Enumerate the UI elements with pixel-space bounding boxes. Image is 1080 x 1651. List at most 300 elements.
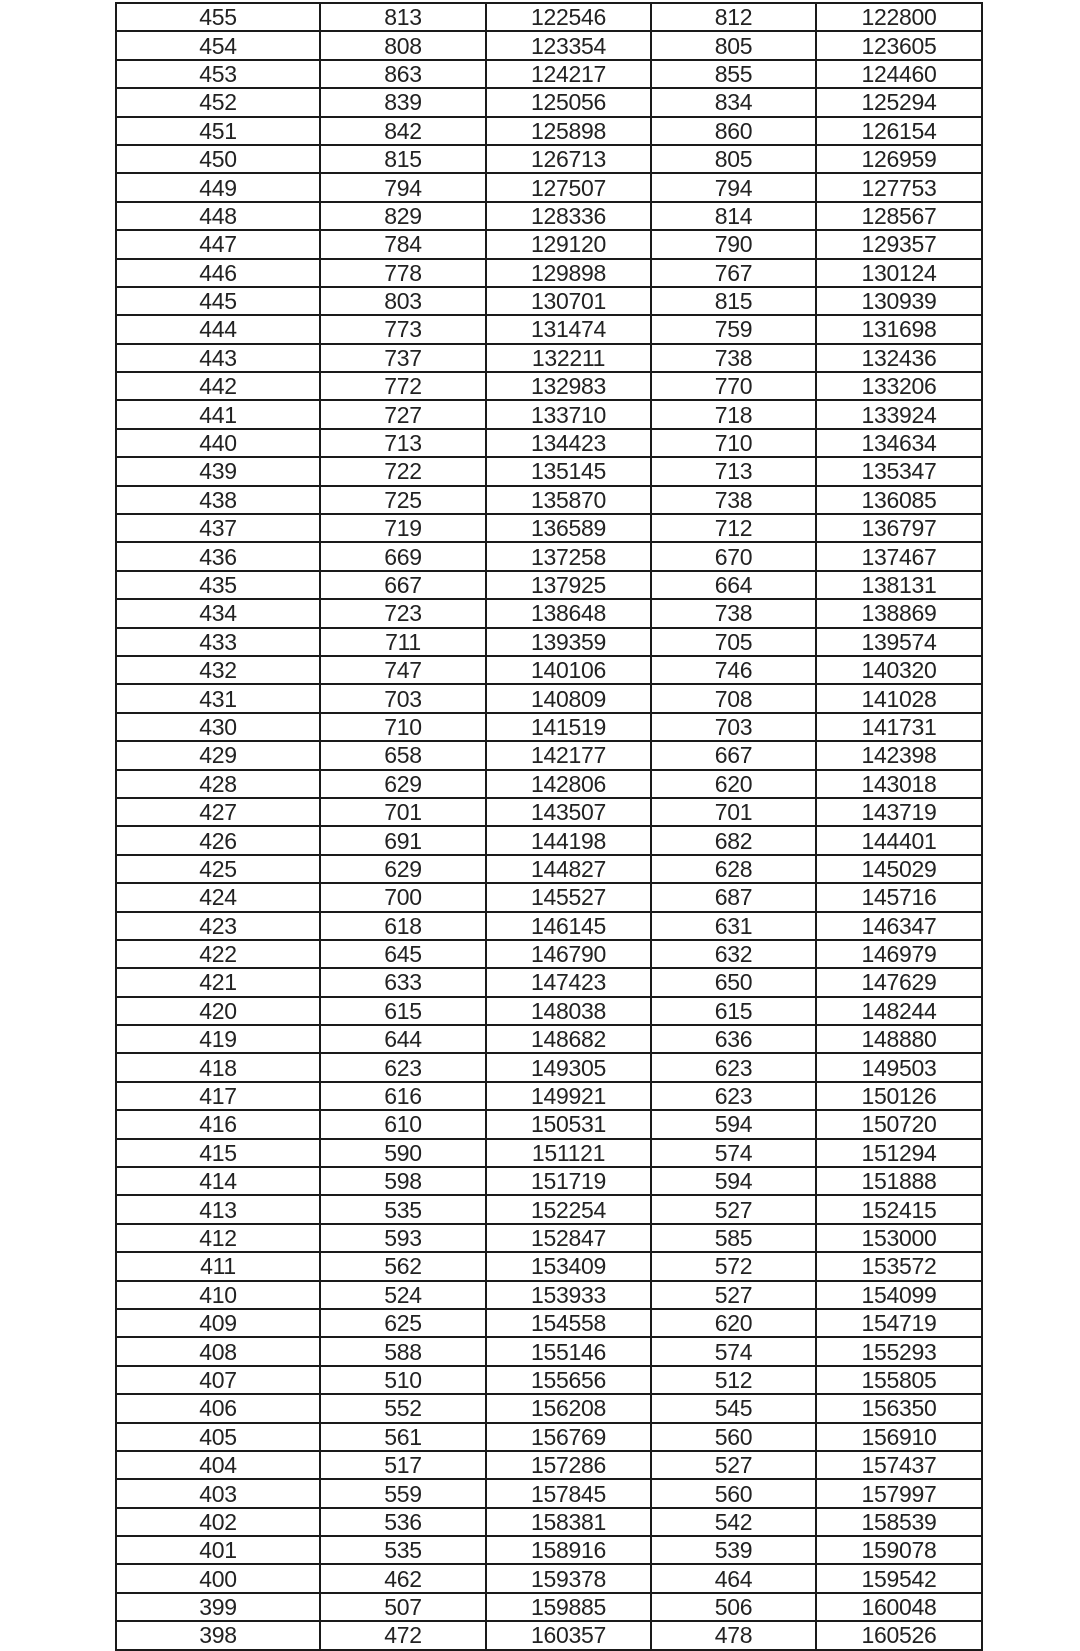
cumulative-cell-2: 123605 [816, 31, 982, 59]
count-cell: 700 [320, 883, 486, 911]
cumulative-cell-2: 126154 [816, 117, 982, 145]
cumulative-cell: 133710 [486, 400, 651, 428]
table-row [116, 202, 982, 230]
score-cell: 415 [116, 1139, 320, 1167]
score-cell: 404 [116, 1451, 320, 1479]
count-cell: 813 [320, 3, 486, 31]
count-cell-2: 746 [651, 656, 816, 684]
count-cell: 535 [320, 1195, 486, 1223]
cumulative-cell-2: 135347 [816, 457, 982, 485]
count-cell: 842 [320, 117, 486, 145]
cumulative-cell-2: 155293 [816, 1337, 982, 1365]
cumulative-cell-2: 130124 [816, 259, 982, 287]
count-cell: 722 [320, 457, 486, 485]
count-cell: 711 [320, 628, 486, 656]
count-cell: 552 [320, 1394, 486, 1422]
count-cell-2: 623 [651, 1082, 816, 1110]
cumulative-cell: 144827 [486, 855, 651, 883]
score-cell: 405 [116, 1423, 320, 1451]
cumulative-cell: 136589 [486, 514, 651, 542]
count-cell: 610 [320, 1110, 486, 1138]
cumulative-cell: 124217 [486, 60, 651, 88]
table-row [116, 599, 982, 627]
count-cell-2: 738 [651, 599, 816, 627]
cumulative-cell-2: 145716 [816, 883, 982, 911]
count-cell-2: 572 [651, 1252, 816, 1280]
count-cell: 815 [320, 145, 486, 173]
cumulative-cell: 126713 [486, 145, 651, 173]
score-cell: 417 [116, 1082, 320, 1110]
cumulative-cell: 154558 [486, 1309, 651, 1337]
table-row [116, 912, 982, 940]
cumulative-cell: 125056 [486, 88, 651, 116]
cumulative-cell-2: 128567 [816, 202, 982, 230]
cumulative-cell: 152847 [486, 1224, 651, 1252]
table-row [116, 798, 982, 826]
table-row [116, 1593, 982, 1621]
score-cell: 453 [116, 60, 320, 88]
count-cell-2: 705 [651, 628, 816, 656]
count-cell-2: 594 [651, 1167, 816, 1195]
score-cell: 401 [116, 1536, 320, 1564]
table-row [116, 684, 982, 712]
count-cell: 667 [320, 571, 486, 599]
table-row [116, 571, 982, 599]
cumulative-cell-2: 124460 [816, 60, 982, 88]
score-cell: 448 [116, 202, 320, 230]
cumulative-cell: 146790 [486, 940, 651, 968]
score-cell: 436 [116, 542, 320, 570]
table-row [116, 1337, 982, 1365]
score-cell: 402 [116, 1508, 320, 1536]
count-cell-2: 560 [651, 1423, 816, 1451]
count-cell-2: 574 [651, 1139, 816, 1167]
count-cell: 727 [320, 400, 486, 428]
count-cell-2: 560 [651, 1479, 816, 1507]
cumulative-cell: 122546 [486, 3, 651, 31]
count-cell-2: 542 [651, 1508, 816, 1536]
cumulative-cell: 150531 [486, 1110, 651, 1138]
cumulative-cell-2: 126959 [816, 145, 982, 173]
cumulative-cell: 160357 [486, 1621, 651, 1649]
cumulative-cell-2: 139574 [816, 628, 982, 656]
cumulative-cell: 137925 [486, 571, 651, 599]
count-cell: 794 [320, 173, 486, 201]
count-cell-2: 585 [651, 1224, 816, 1252]
table-row [116, 1082, 982, 1110]
count-cell-2: 527 [651, 1195, 816, 1223]
cumulative-cell-2: 131698 [816, 315, 982, 343]
score-cell: 438 [116, 486, 320, 514]
cumulative-cell: 147423 [486, 968, 651, 996]
count-cell-2: 615 [651, 997, 816, 1025]
count-cell-2: 594 [651, 1110, 816, 1138]
cumulative-cell-2: 157437 [816, 1451, 982, 1479]
table-row [116, 1621, 982, 1649]
cumulative-cell-2: 132436 [816, 344, 982, 372]
cumulative-cell: 140809 [486, 684, 651, 712]
cumulative-cell-2: 147629 [816, 968, 982, 996]
count-cell-2: 632 [651, 940, 816, 968]
count-cell: 562 [320, 1252, 486, 1280]
cumulative-cell: 129120 [486, 230, 651, 258]
score-cell: 414 [116, 1167, 320, 1195]
count-cell-2: 574 [651, 1337, 816, 1365]
cumulative-cell: 158916 [486, 1536, 651, 1564]
count-cell-2: 664 [651, 571, 816, 599]
cumulative-cell-2: 127753 [816, 173, 982, 201]
score-cell: 412 [116, 1224, 320, 1252]
table-row [116, 1309, 982, 1337]
cumulative-cell: 149305 [486, 1053, 651, 1081]
count-cell: 644 [320, 1025, 486, 1053]
cumulative-cell-2: 143018 [816, 770, 982, 798]
table-row [116, 968, 982, 996]
count-cell-2: 712 [651, 514, 816, 542]
count-cell-2: 708 [651, 684, 816, 712]
count-cell-2: 738 [651, 344, 816, 372]
table-row [116, 287, 982, 315]
score-cell: 452 [116, 88, 320, 116]
count-cell: 598 [320, 1167, 486, 1195]
count-cell-2: 478 [651, 1621, 816, 1649]
count-cell-2: 545 [651, 1394, 816, 1422]
score-cell: 433 [116, 628, 320, 656]
cumulative-cell: 132211 [486, 344, 651, 372]
count-cell: 510 [320, 1366, 486, 1394]
score-cell: 411 [116, 1252, 320, 1280]
cumulative-cell: 146145 [486, 912, 651, 940]
count-cell-2: 812 [651, 3, 816, 31]
score-cell: 416 [116, 1110, 320, 1138]
count-cell-2: 650 [651, 968, 816, 996]
count-cell: 593 [320, 1224, 486, 1252]
count-cell-2: 701 [651, 798, 816, 826]
count-cell-2: 623 [651, 1053, 816, 1081]
table-row [116, 400, 982, 428]
count-cell-2: 790 [651, 230, 816, 258]
score-cell: 446 [116, 259, 320, 287]
count-cell-2: 855 [651, 60, 816, 88]
table-row [116, 628, 982, 656]
count-cell: 784 [320, 230, 486, 258]
score-cell: 418 [116, 1053, 320, 1081]
score-cell: 434 [116, 599, 320, 627]
cumulative-cell: 155146 [486, 1337, 651, 1365]
table-row [116, 1025, 982, 1053]
score-cell: 419 [116, 1025, 320, 1053]
cumulative-cell-2: 153000 [816, 1224, 982, 1252]
table-row [116, 372, 982, 400]
count-cell-2: 767 [651, 259, 816, 287]
table-body [116, 3, 982, 1650]
count-cell-2: 687 [651, 883, 816, 911]
cumulative-cell-2: 160048 [816, 1593, 982, 1621]
cumulative-cell: 151121 [486, 1139, 651, 1167]
score-cell: 423 [116, 912, 320, 940]
cumulative-cell: 123354 [486, 31, 651, 59]
cumulative-cell-2: 136797 [816, 514, 982, 542]
cumulative-cell: 143507 [486, 798, 651, 826]
count-cell-2: 759 [651, 315, 816, 343]
table-row [116, 542, 982, 570]
cumulative-cell-2: 148244 [816, 997, 982, 1025]
cumulative-cell-2: 137467 [816, 542, 982, 570]
count-cell: 536 [320, 1508, 486, 1536]
score-cell: 422 [116, 940, 320, 968]
table-row [116, 173, 982, 201]
count-cell: 808 [320, 31, 486, 59]
cumulative-cell: 127507 [486, 173, 651, 201]
table-row [116, 1252, 982, 1280]
count-cell-2: 527 [651, 1451, 816, 1479]
cumulative-cell: 140106 [486, 656, 651, 684]
count-cell: 535 [320, 1536, 486, 1564]
cumulative-cell: 148038 [486, 997, 651, 1025]
count-cell: 561 [320, 1423, 486, 1451]
table-row [116, 741, 982, 769]
table-row [116, 117, 982, 145]
cumulative-cell-2: 134634 [816, 429, 982, 457]
cumulative-cell: 125898 [486, 117, 651, 145]
count-cell: 524 [320, 1281, 486, 1309]
cumulative-cell: 130701 [486, 287, 651, 315]
table-row [116, 31, 982, 59]
cumulative-cell-2: 138869 [816, 599, 982, 627]
count-cell: 701 [320, 798, 486, 826]
score-cell: 398 [116, 1621, 320, 1649]
count-cell: 625 [320, 1309, 486, 1337]
count-cell: 472 [320, 1621, 486, 1649]
cumulative-cell: 132983 [486, 372, 651, 400]
cumulative-cell: 151719 [486, 1167, 651, 1195]
count-cell: 658 [320, 741, 486, 769]
count-cell: 737 [320, 344, 486, 372]
score-cell: 420 [116, 997, 320, 1025]
table-row [116, 940, 982, 968]
score-cell: 426 [116, 826, 320, 854]
score-cell: 410 [116, 1281, 320, 1309]
cumulative-cell-2: 133924 [816, 400, 982, 428]
count-cell: 615 [320, 997, 486, 1025]
count-cell-2: 713 [651, 457, 816, 485]
cumulative-cell-2: 145029 [816, 855, 982, 883]
cumulative-cell-2: 151294 [816, 1139, 982, 1167]
count-cell-2: 506 [651, 1593, 816, 1621]
score-cell: 441 [116, 400, 320, 428]
score-cell: 443 [116, 344, 320, 372]
score-cell: 413 [116, 1195, 320, 1223]
cumulative-cell: 131474 [486, 315, 651, 343]
score-cell: 421 [116, 968, 320, 996]
count-cell: 559 [320, 1479, 486, 1507]
table-row [116, 60, 982, 88]
score-cell: 444 [116, 315, 320, 343]
score-cell: 437 [116, 514, 320, 542]
cumulative-cell-2: 138131 [816, 571, 982, 599]
count-cell: 517 [320, 1451, 486, 1479]
cumulative-cell: 156208 [486, 1394, 651, 1422]
count-cell: 645 [320, 940, 486, 968]
table-row [116, 1281, 982, 1309]
table-row [116, 344, 982, 372]
cumulative-cell: 135145 [486, 457, 651, 485]
cumulative-cell-2: 155805 [816, 1366, 982, 1394]
cumulative-cell: 134423 [486, 429, 651, 457]
table-row [116, 713, 982, 741]
table-row [116, 514, 982, 542]
score-cell: 432 [116, 656, 320, 684]
score-cell: 454 [116, 31, 320, 59]
score-cell: 409 [116, 1309, 320, 1337]
count-cell-2: 834 [651, 88, 816, 116]
count-cell-2: 860 [651, 117, 816, 145]
table-row [116, 1508, 982, 1536]
table-row [116, 770, 982, 798]
table-row [116, 259, 982, 287]
cumulative-cell-2: 148880 [816, 1025, 982, 1053]
cumulative-cell-2: 154719 [816, 1309, 982, 1337]
count-cell: 772 [320, 372, 486, 400]
cumulative-cell: 153409 [486, 1252, 651, 1280]
cumulative-cell-2: 160526 [816, 1621, 982, 1649]
cumulative-cell: 157845 [486, 1479, 651, 1507]
cumulative-cell: 137258 [486, 542, 651, 570]
score-cell: 400 [116, 1564, 320, 1592]
cumulative-cell: 148682 [486, 1025, 651, 1053]
table-row [116, 1479, 982, 1507]
count-cell: 803 [320, 287, 486, 315]
table-row [116, 997, 982, 1025]
count-cell-2: 815 [651, 287, 816, 315]
table-row [116, 1167, 982, 1195]
score-distribution-table [115, 2, 983, 1651]
count-cell: 839 [320, 88, 486, 116]
score-cell: 407 [116, 1366, 320, 1394]
count-cell: 778 [320, 259, 486, 287]
cumulative-cell: 159885 [486, 1593, 651, 1621]
count-cell-2: 794 [651, 173, 816, 201]
cumulative-cell-2: 156910 [816, 1423, 982, 1451]
table-row [116, 486, 982, 514]
count-cell: 633 [320, 968, 486, 996]
table-row [116, 1536, 982, 1564]
table-row [116, 1195, 982, 1223]
count-cell: 703 [320, 684, 486, 712]
count-cell-2: 527 [651, 1281, 816, 1309]
count-cell: 723 [320, 599, 486, 627]
score-cell: 445 [116, 287, 320, 315]
cumulative-cell-2: 158539 [816, 1508, 982, 1536]
score-cell: 406 [116, 1394, 320, 1422]
score-cell: 449 [116, 173, 320, 201]
cumulative-cell: 141519 [486, 713, 651, 741]
cumulative-cell-2: 159542 [816, 1564, 982, 1592]
score-cell: 451 [116, 117, 320, 145]
count-cell-2: 805 [651, 145, 816, 173]
count-cell: 725 [320, 486, 486, 514]
cumulative-cell-2: 150126 [816, 1082, 982, 1110]
cumulative-cell-2: 144401 [816, 826, 982, 854]
score-cell: 447 [116, 230, 320, 258]
count-cell: 669 [320, 542, 486, 570]
count-cell-2: 512 [651, 1366, 816, 1394]
count-cell-2: 770 [651, 372, 816, 400]
score-cell: 403 [116, 1479, 320, 1507]
table-row [116, 1423, 982, 1451]
cumulative-cell-2: 149503 [816, 1053, 982, 1081]
cumulative-cell: 156769 [486, 1423, 651, 1451]
count-cell: 691 [320, 826, 486, 854]
cumulative-cell: 158381 [486, 1508, 651, 1536]
score-cell: 429 [116, 741, 320, 769]
cumulative-cell-2: 146979 [816, 940, 982, 968]
table-row [116, 1110, 982, 1138]
count-cell: 618 [320, 912, 486, 940]
count-cell: 590 [320, 1139, 486, 1167]
score-cell: 428 [116, 770, 320, 798]
count-cell-2: 631 [651, 912, 816, 940]
cumulative-cell-2: 150720 [816, 1110, 982, 1138]
table-row [116, 145, 982, 173]
cumulative-cell-2: 152415 [816, 1195, 982, 1223]
cumulative-cell-2: 142398 [816, 741, 982, 769]
cumulative-cell-2: 141028 [816, 684, 982, 712]
cumulative-cell-2: 153572 [816, 1252, 982, 1280]
cumulative-cell-2: 122800 [816, 3, 982, 31]
count-cell: 773 [320, 315, 486, 343]
table-row [116, 1366, 982, 1394]
count-cell-2: 636 [651, 1025, 816, 1053]
score-cell: 439 [116, 457, 320, 485]
table-row [116, 883, 982, 911]
cumulative-cell: 144198 [486, 826, 651, 854]
cumulative-cell: 128336 [486, 202, 651, 230]
score-cell: 399 [116, 1593, 320, 1621]
count-cell: 629 [320, 770, 486, 798]
count-cell: 507 [320, 1593, 486, 1621]
cumulative-cell: 142177 [486, 741, 651, 769]
count-cell-2: 814 [651, 202, 816, 230]
table-row [116, 1564, 982, 1592]
cumulative-cell-2: 143719 [816, 798, 982, 826]
count-cell: 719 [320, 514, 486, 542]
table-row [116, 315, 982, 343]
cumulative-cell: 135870 [486, 486, 651, 514]
cumulative-cell: 152254 [486, 1195, 651, 1223]
count-cell-2: 718 [651, 400, 816, 428]
cumulative-cell-2: 157997 [816, 1479, 982, 1507]
count-cell-2: 628 [651, 855, 816, 883]
count-cell-2: 670 [651, 542, 816, 570]
cumulative-cell-2: 141731 [816, 713, 982, 741]
count-cell: 629 [320, 855, 486, 883]
score-cell: 425 [116, 855, 320, 883]
table-row [116, 88, 982, 116]
cumulative-cell: 157286 [486, 1451, 651, 1479]
count-cell-2: 710 [651, 429, 816, 457]
cumulative-cell: 145527 [486, 883, 651, 911]
score-cell: 450 [116, 145, 320, 173]
count-cell: 588 [320, 1337, 486, 1365]
table-row [116, 429, 982, 457]
cumulative-cell: 142806 [486, 770, 651, 798]
count-cell: 863 [320, 60, 486, 88]
score-cell: 435 [116, 571, 320, 599]
count-cell-2: 464 [651, 1564, 816, 1592]
count-cell: 623 [320, 1053, 486, 1081]
cumulative-cell: 138648 [486, 599, 651, 627]
